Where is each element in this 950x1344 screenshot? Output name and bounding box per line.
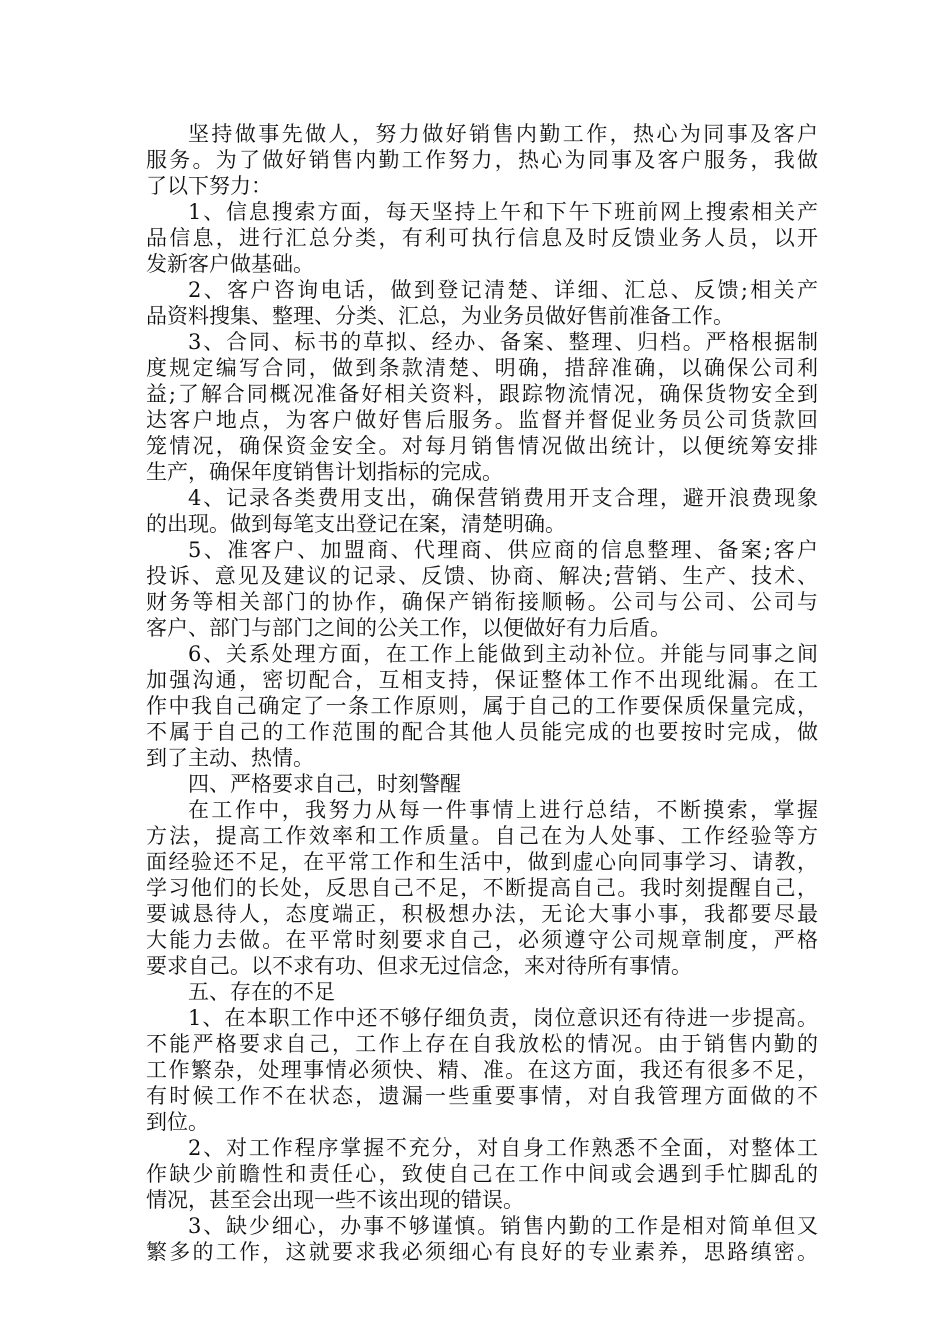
text-line: 达客户地点，为客户做好售后服务。监督并督促业务员公司货款回 bbox=[146, 408, 818, 432]
text-line: 度规定编写合同，做到条款清楚、明确，措辞准确，以确保公司利 bbox=[146, 356, 818, 380]
text-line: 5、准客户、加盟商、代理商、供应商的信息整理、备案;客户 bbox=[188, 538, 818, 562]
text-line: 生产，确保年度销售计划指标的完成。 bbox=[146, 460, 503, 484]
text-line: 情况，甚至会出现一些不该出现的错误。 bbox=[146, 1188, 524, 1212]
text-line: 3、缺少细心，办事不够谨慎。销售内勤的工作是相对简单但又 bbox=[188, 1214, 818, 1238]
text-line: 繁多的工作，这就要求我必须细心有良好的专业素养，思路缜密。 bbox=[146, 1240, 818, 1264]
document-body-text bbox=[146, 121, 818, 1265]
text-line: 大能力去做。在平常时刻要求自己，必须遵守公司规章制度，严格 bbox=[146, 928, 818, 952]
text-line: 品资料搜集、整理、分类、汇总，为业务员做好售前准备工作。 bbox=[146, 304, 734, 328]
text-line: 益;了解合同概况准备好相关资料，跟踪物流情况，确保货物安全到 bbox=[146, 382, 818, 406]
text-line: 笼情况，确保资金安全。对每月销售情况做出统计，以便统筹安排 bbox=[146, 434, 818, 458]
text-line: 四、严格要求自己，时刻警醒 bbox=[188, 772, 461, 796]
text-line: 五、存在的不足 bbox=[188, 980, 335, 1004]
text-line: 要诚恳待人，态度端正，积极想办法，无论大事小事，我都要尽最 bbox=[146, 902, 818, 926]
text-line: 1、信息搜索方面，每天坚持上午和下午下班前网上搜索相关产 bbox=[188, 200, 818, 224]
text-line: 客户、部门与部门之间的公关工作，以便做好有力后盾。 bbox=[146, 616, 671, 640]
text-line: 发新客户做基础。 bbox=[146, 252, 314, 276]
text-line: 坚持做事先做人，努力做好销售内勤工作，热心为同事及客户 bbox=[188, 122, 818, 146]
text-line: 了以下努力： bbox=[146, 174, 272, 198]
text-line: 面经验还不足，在平常工作和生活中，做到虚心向同事学习、请教， bbox=[146, 850, 818, 874]
text-line: 不属于自己的工作范围的配合其他人员能完成的也要按时完成，做 bbox=[146, 720, 818, 744]
text-line: 2、客户咨询电话，做到登记清楚、详细、汇总、反馈;相关产 bbox=[188, 278, 818, 302]
text-line: 2、对工作程序掌握不充分，对自身工作熟悉不全面，对整体工 bbox=[188, 1136, 818, 1160]
text-line: 作缺少前瞻性和责任心，致使自己在工作中间或会遇到手忙脚乱的 bbox=[146, 1162, 818, 1186]
text-line: 要求自己。以不求有功、但求无过信念，来对待所有事情。 bbox=[146, 954, 692, 978]
text-line: 1、在本职工作中还不够仔细负责，岗位意识还有待进一步提高。 bbox=[188, 1006, 818, 1030]
text-line: 4、记录各类费用支出，确保营销费用开支合理，避开浪费现象 bbox=[188, 486, 818, 510]
text-line: 品信息，进行汇总分类，有利可执行信息及时反馈业务人员，以开 bbox=[146, 226, 818, 250]
text-line: 到位。 bbox=[146, 1110, 209, 1134]
text-line: 财务等相关部门的协作，确保产销衔接顺畅。公司与公司、公司与 bbox=[146, 590, 818, 614]
text-line: 投诉、意见及建议的记录、反馈、协商、解决;营销、生产、技术、 bbox=[146, 564, 818, 588]
text-line: 学习他们的长处，反思自己不足，不断提高自己。我时刻提醒自己， bbox=[146, 876, 818, 900]
text-line: 有时候工作不在状态，遗漏一些重要事情，对自我管理方面做的不 bbox=[146, 1084, 818, 1108]
text-line: 不能严格要求自己，工作上存在自我放松的情况。由于销售内勤的 bbox=[146, 1032, 818, 1056]
text-line: 作中我自己确定了一条工作原则，属于自己的工作要保质保量完成， bbox=[146, 694, 818, 718]
text-line: 方法，提高工作效率和工作质量。自己在为人处事、工作经验等方 bbox=[146, 824, 818, 848]
text-line: 3、合同、标书的草拟、经办、备案、整理、归档。严格根据制 bbox=[188, 330, 818, 354]
text-line: 服务。为了做好销售内勤工作努力，热心为同事及客户服务，我做 bbox=[146, 148, 818, 172]
text-line: 工作繁杂，处理事情必须快、精、准。在这方面，我还有很多不足， bbox=[146, 1058, 818, 1082]
text-line: 加强沟通，密切配合，互相支持，保证整体工作不出现纰漏。在工 bbox=[146, 668, 818, 692]
text-line: 6、关系处理方面，在工作上能做到主动补位。并能与同事之间 bbox=[188, 642, 818, 666]
text-line: 的出现。做到每笔支出登记在案，清楚明确。 bbox=[146, 512, 566, 536]
text-line: 在工作中，我努力从每一件事情上进行总结，不断摸索，掌握 bbox=[188, 798, 818, 822]
text-line: 到了主动、热情。 bbox=[146, 746, 314, 770]
